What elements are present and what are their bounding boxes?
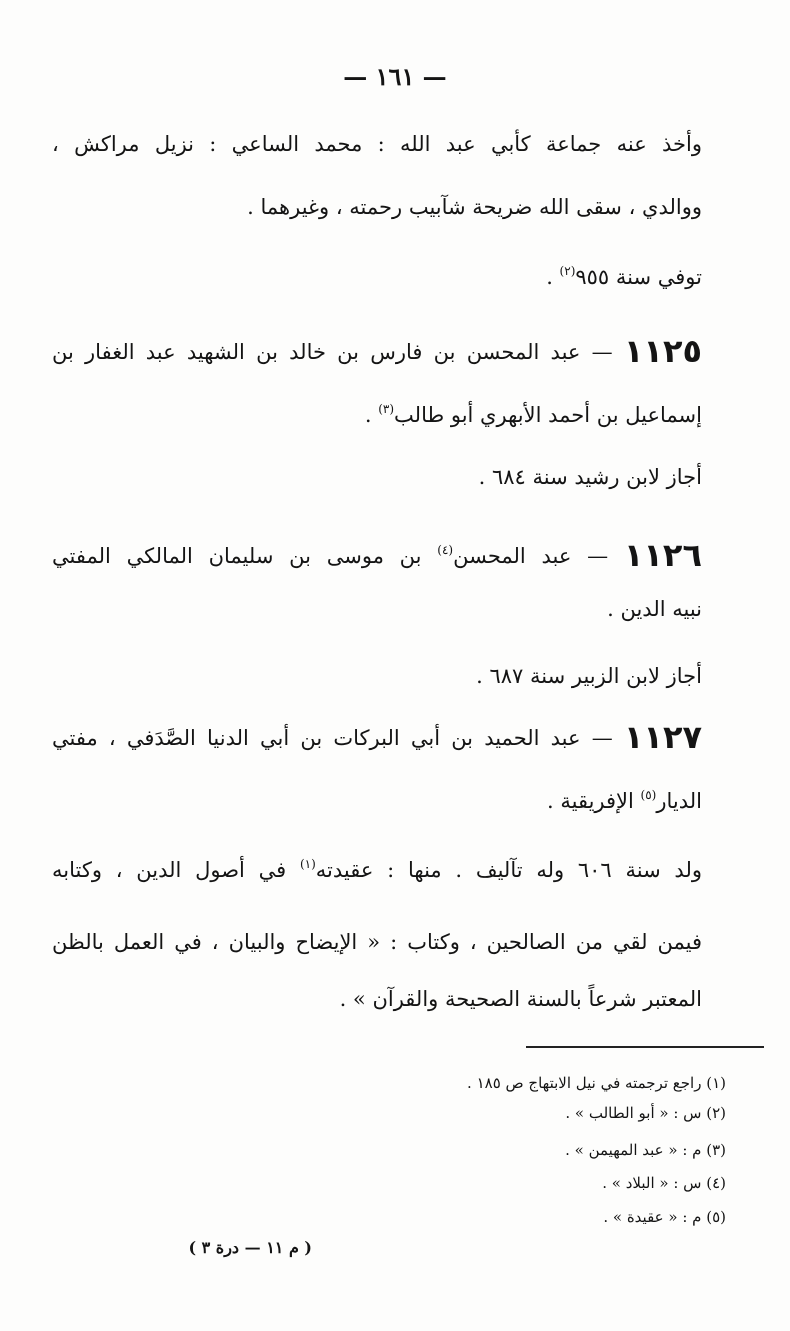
text-line — [52, 254, 702, 294]
entry-1127-line — [52, 720, 702, 755]
line-text: — عبد المحسن — [453, 544, 624, 568]
footnote-ref: (٥) — [640, 788, 657, 802]
entry-1125-line — [52, 334, 702, 369]
line-text: — عبد الحميد بن أبي البركات بن أبي الدنيا الصَّدَفي ، مفتي — [52, 726, 624, 750]
text-line: فيمن لقي من الصالحين ، وكتاب : « الإيضاح والبيان ، في العمل بالظن — [52, 930, 702, 954]
footnote: (٤) س : « البلاد » . — [602, 1174, 726, 1192]
line-text: ولد سنة ٦٠٦ وله تآليف . منها : عقيدته — [315, 858, 702, 882]
text-line: أجاز لابن الزبير سنة ٦٨٧ . — [476, 664, 702, 688]
footnote: (٢) س : « أبو الطالب » . — [565, 1104, 726, 1122]
text-line: أجاز لابن رشيد سنة ٦٨٤ . — [478, 465, 702, 489]
footnote: (٣) م : « عبد المهيمن » . — [565, 1141, 726, 1159]
line-text: الديار — [656, 789, 702, 813]
footnote: (٥) م : « عقيدة » . — [603, 1208, 726, 1226]
footnote: (١) راجع ترجمته في نيل الابتهاج ص ١٨٥ . — [467, 1074, 726, 1092]
line-end: . — [364, 403, 379, 427]
line-text: بن موسى بن سليمان المالكي المفتي — [52, 544, 438, 568]
footnote-ref: (١) — [299, 857, 316, 871]
text-line: نبيه الدين . — [607, 597, 702, 621]
line-text: توفي سنة ٩٥٥ — [575, 265, 702, 289]
entry-1126-line — [52, 533, 702, 573]
entry-number: ١١٢٧ — [623, 718, 702, 756]
entry-1127-line — [52, 847, 702, 887]
signature-mark: ( م ١١ — درة ٣ ) — [188, 1238, 312, 1257]
line-end: . — [546, 265, 560, 289]
page-number: — ١٦١ — — [343, 62, 447, 91]
line-text: — عبد المحسن بن فارس بن خالد بن الشهيد عبد الغفار بن — [52, 340, 624, 364]
footnote-ref: (٢) — [559, 264, 576, 278]
text-line: وأخذ عنه جماعة كأبي عبد الله : محمد الساعي : نزيل مراكش ، — [52, 132, 702, 156]
text-line: المعتبر شرعاً بالسنة الصحيحة والقرآن » . — [339, 987, 702, 1011]
line-text: إسماعيل بن أحمد الأبهري أبو طالب — [394, 403, 702, 427]
entry-1125-line — [52, 392, 702, 432]
footnote-ref: (٣) — [378, 402, 395, 416]
footnote-ref: (٤) — [437, 543, 454, 557]
line-text: الإفريقية . — [547, 789, 641, 813]
entry-1127-line — [52, 778, 702, 818]
line-text: في أصول الدين ، وكتابه — [52, 858, 300, 882]
text-line: ووالدي ، سقى الله ضريحة شآبيب رحمته ، وغيرهما . — [247, 195, 702, 219]
entry-number: ١١٢٦ — [623, 536, 702, 574]
footnote-divider — [526, 1046, 764, 1048]
entry-number: ١١٢٥ — [623, 332, 702, 370]
